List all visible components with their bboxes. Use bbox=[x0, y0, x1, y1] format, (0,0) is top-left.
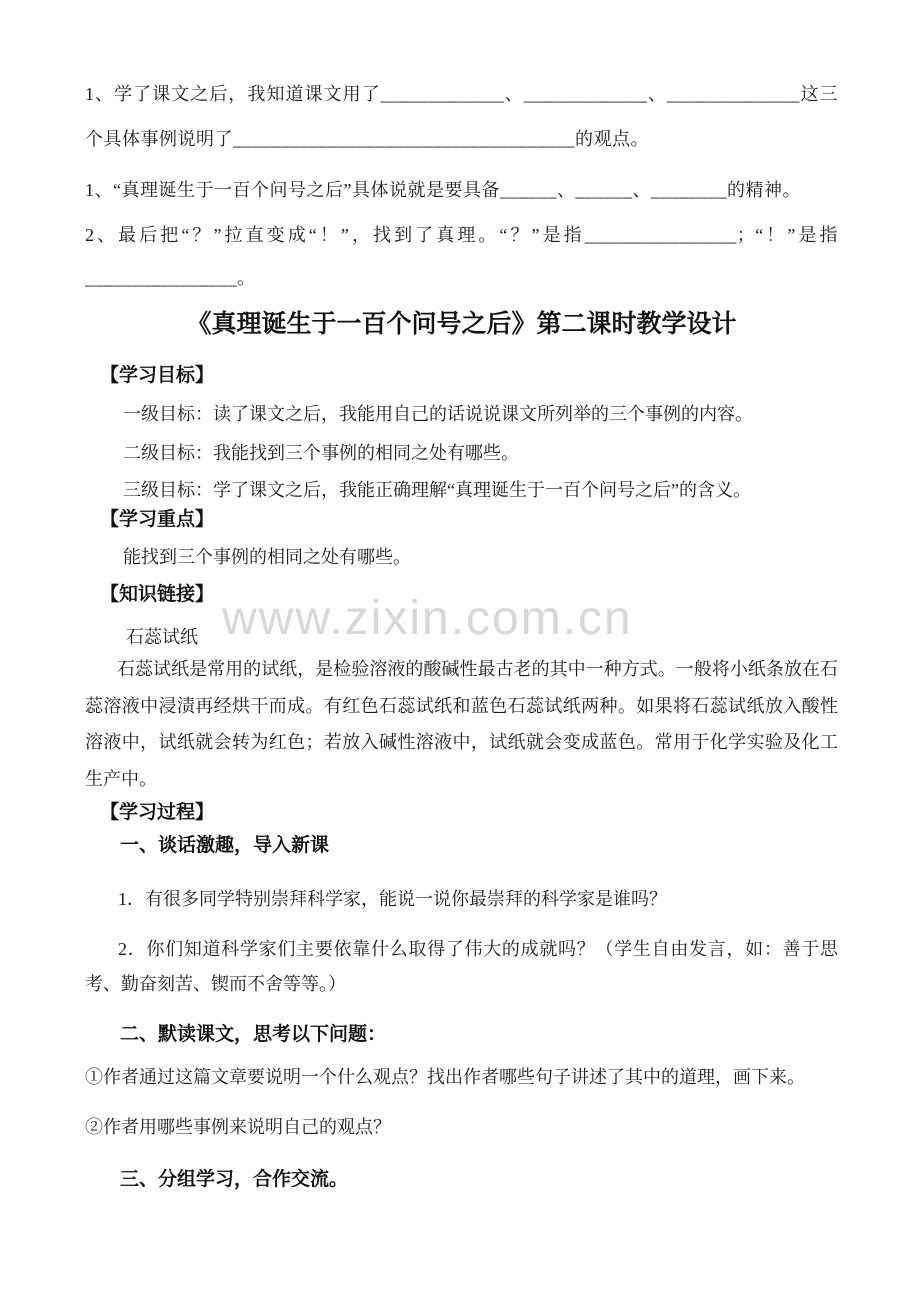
process-step-heading-1: 一、谈话激趣，导入新课 bbox=[120, 835, 330, 856]
section-header-learning-goals: 【学习目标】 bbox=[100, 365, 215, 386]
page-title: 《真理诞生于一百个问号之后》第二课时教学设计 bbox=[186, 310, 737, 338]
learning-goal-level-1: 一级目标：读了课文之后，我能用自己的话说说课文所列举的三个事例的内容。 bbox=[123, 404, 753, 424]
fill-blank-question-2: 1、“真理诞生于一百个问号之后”具体说就是要具备______、______、________的精神。 bbox=[85, 180, 801, 200]
site-watermark: www.zixin.com.cn bbox=[222, 592, 633, 645]
learning-focus-body: 能找到三个事例的相同之处有哪些。 bbox=[123, 547, 411, 567]
process-question-circle-2: ②作者用哪些事例来说明自己的观点？ bbox=[85, 1117, 391, 1137]
knowledge-link-paragraph: 石蕊试纸是常用的试纸，是检验溶液的酸碱性最古老的其中一种方式。一般将小纸条放在石蕊溶液中浸渍再经烘干而成。有红色石蕊试纸和蓝色石蕊试纸两种。如果将石蕊试纸放入酸性溶液中，试纸就会转为红色；若放入碱性溶液中，试纸就会变成蓝色。常用于化学实验及化工生产中。 bbox=[85, 659, 838, 789]
section-header-knowledge-link: 【知识链接】 bbox=[100, 584, 215, 605]
process-item-2: 2．你们知道科学家们主要依靠什么取得了伟大的成就吗？（学生自由发言，如：善于思考、勤奋刻苦、锲而不舍等等。） bbox=[85, 939, 838, 994]
process-step-heading-3: 三、分组学习，合作交流。 bbox=[120, 1169, 349, 1190]
fill-blank-question-1: 1、学了课文之后，我知道课文用了_____________、_____________、______________这三个具体事例说明了____________________________________的观点。 bbox=[85, 84, 838, 149]
section-header-learning-focus: 【学习重点】 bbox=[100, 509, 215, 530]
process-item-1: 1．有很多同学特别崇拜科学家，能说一说你最崇拜的科学家是谁吗？ bbox=[118, 889, 667, 909]
section-header-learning-process: 【学习过程】 bbox=[100, 802, 215, 823]
process-step-heading-2: 二、默读课文，思考以下问题： bbox=[120, 1024, 387, 1045]
learning-goal-level-2: 二级目标：我能找到三个事例的相同之处有哪些。 bbox=[123, 443, 519, 463]
learning-goal-level-3: 三级目标：学了课文之后，我能正确理解“真理诞生于一百个问号之后”的含义。 bbox=[123, 480, 751, 500]
process-question-circle-1: ①作者通过这篇文章要说明一个什么观点？找出作者哪些句子讲述了其中的道理，画下来。 bbox=[85, 1067, 805, 1087]
knowledge-link-subtitle: 石蕊试纸 bbox=[126, 627, 198, 647]
fill-blank-question-3: 2、最后把“？”拉直变成“！”，找到了真理。“？”是指________________；“！”是指________________。 bbox=[85, 225, 838, 288]
